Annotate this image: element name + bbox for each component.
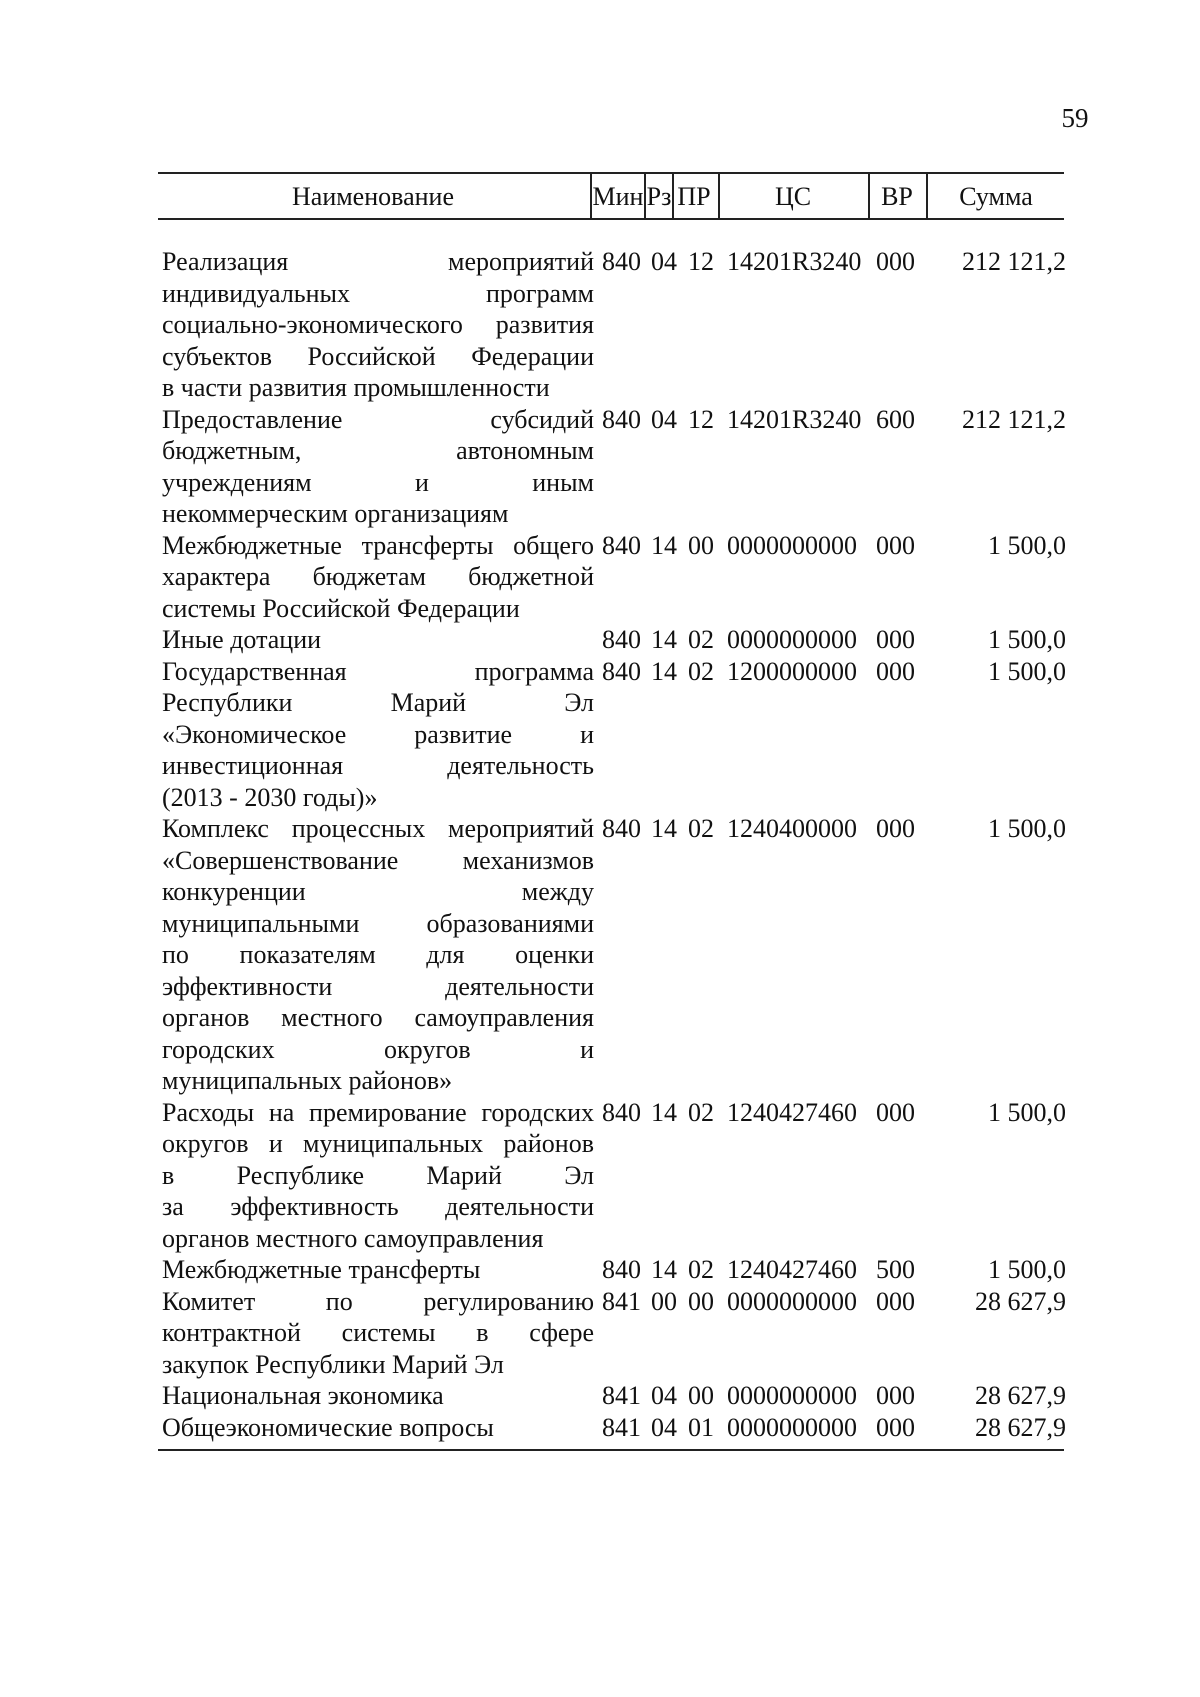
row-name-line: Иные дотации (162, 625, 322, 654)
row-name (162, 404, 594, 530)
row-min: 841 (602, 1381, 641, 1410)
row-name-line: конкуренции между (162, 877, 594, 906)
header-vr: ВР (881, 182, 913, 211)
row-vr: 000 (876, 625, 915, 654)
row-name-line: некоммерческим организациям (162, 499, 509, 528)
row-sum: 212 121,2 (962, 247, 1066, 276)
row-pr: 02 (688, 1097, 714, 1127)
header-rz: Рз (646, 182, 672, 211)
row-name-line: системы Российской Федерации (162, 593, 520, 623)
row-name-line: органов местного самоуправления (162, 1223, 544, 1253)
table-header (158, 172, 1064, 220)
row-name-line: Межбюджетные трансферты общего (162, 530, 594, 560)
row-min: 840 (602, 625, 641, 654)
row-vr: 000 (876, 1412, 915, 1442)
row-name-line: инвестиционная деятельность (162, 751, 594, 780)
row-name-line: органов местного самоуправления (162, 1003, 594, 1032)
row-rz: 04 (651, 1412, 677, 1442)
row-sum: 1 500,0 (988, 530, 1066, 560)
row-vr: 000 (876, 1097, 915, 1127)
row-vr: 000 (876, 1286, 915, 1316)
row-pr: 02 (688, 814, 714, 843)
row-cs: 14201R3240 (727, 404, 862, 434)
row-min: 840 (602, 530, 641, 560)
row-name-line: контрактной системы в сфере (162, 1318, 594, 1347)
row-rz: 14 (651, 1097, 677, 1127)
row-vr: 000 (876, 247, 915, 276)
row-name-line: Национальная экономика (162, 1381, 444, 1410)
row-cs: 0000000000 (727, 1412, 857, 1442)
row-pr: 00 (688, 530, 714, 560)
row-cs: 0000000000 (727, 1381, 857, 1410)
row-name (162, 1286, 594, 1381)
row-name (162, 1380, 594, 1412)
row-sum: 28 627,9 (975, 1286, 1066, 1316)
row-name (162, 624, 594, 656)
row-min: 840 (602, 656, 641, 686)
page-number: 59 (1061, 103, 1089, 133)
row-vr: 000 (876, 656, 915, 686)
row-rz: 04 (651, 404, 677, 434)
row-rz: 14 (651, 814, 677, 843)
row-name-line: в Республике Марий Эл (162, 1160, 594, 1190)
row-cs: 1240427460 (727, 1255, 857, 1284)
row-name (162, 1412, 594, 1444)
row-name-line: Комплекс процессных мероприятий (162, 814, 594, 843)
row-cs: 14201R3240 (727, 247, 862, 276)
row-name (162, 813, 594, 1097)
table-row (0, 1380, 1200, 1412)
row-min: 840 (602, 814, 641, 843)
row-name-line: эффективности деятельности (162, 971, 594, 1001)
row-name-line: бюджетным, автономным (162, 436, 594, 465)
table-row (0, 656, 1200, 814)
row-name-line: Общеэкономические вопросы (162, 1412, 494, 1442)
row-cs: 0000000000 (727, 1286, 857, 1316)
table-bottom-rule (158, 1449, 1064, 1451)
row-vr: 000 (876, 1381, 915, 1410)
row-min: 840 (602, 247, 641, 276)
row-vr: 500 (876, 1255, 915, 1284)
row-rz: 14 (651, 656, 677, 686)
row-rz: 14 (651, 1255, 677, 1284)
row-name-line: муниципальными образованиями (162, 908, 594, 938)
header-sum: Сумма (959, 182, 1033, 211)
row-name (162, 1097, 594, 1255)
row-name-line: Расходы на премирование городских (162, 1097, 594, 1127)
row-rz: 04 (651, 247, 677, 276)
row-sum: 1 500,0 (988, 656, 1066, 686)
row-cs: 1240427460 (727, 1097, 857, 1127)
row-name-line: социально-экономического развития (162, 310, 594, 339)
row-name-line: городских округов и (162, 1034, 594, 1064)
row-name-line: (2013 - 2030 годы)» (162, 782, 378, 812)
row-name-line: «Экономическое развитие и (162, 719, 594, 749)
row-pr: 02 (688, 1255, 714, 1284)
row-name-line: характера бюджетам бюджетной (162, 562, 594, 591)
row-sum: 1 500,0 (988, 814, 1066, 843)
table-row (0, 404, 1200, 530)
row-name-line: закупок Республики Марий Эл (162, 1349, 504, 1379)
row-sum: 212 121,2 (962, 404, 1066, 434)
row-min: 840 (602, 1255, 641, 1284)
row-name-line: муниципальных районов» (162, 1066, 453, 1095)
table-row (0, 530, 1200, 625)
table-row (0, 1286, 1200, 1381)
row-cs: 1200000000 (727, 656, 857, 686)
table-body (0, 246, 1200, 1443)
row-sum: 1 500,0 (988, 625, 1066, 654)
row-rz: 14 (651, 625, 677, 654)
row-name-line: за эффективность деятельности (162, 1192, 594, 1221)
row-pr: 00 (688, 1381, 714, 1410)
header-pr: ПР (677, 182, 711, 211)
row-rz: 14 (651, 530, 677, 560)
row-cs: 1240400000 (727, 814, 857, 843)
row-name-line: Республики Марий Эл (162, 688, 594, 717)
row-rz: 04 (651, 1381, 677, 1410)
table-row (0, 1254, 1200, 1286)
row-sum: 28 627,9 (975, 1412, 1066, 1442)
row-vr: 600 (876, 404, 915, 434)
row-sum: 1 500,0 (988, 1097, 1066, 1127)
row-cs: 0000000000 (727, 625, 857, 654)
header-cs: ЦС (774, 182, 812, 211)
row-name-line: субъектов Российской Федерации (162, 341, 594, 371)
table-row (0, 813, 1200, 1097)
row-pr: 00 (688, 1286, 714, 1316)
row-name-line: «Совершенствование механизмов (162, 845, 594, 875)
header-min: Мин (592, 182, 644, 211)
row-min: 840 (602, 404, 641, 434)
row-sum: 1 500,0 (988, 1255, 1066, 1284)
table-row (0, 246, 1200, 404)
row-vr: 000 (876, 814, 915, 843)
row-name-line: Межбюджетные трансферты (162, 1255, 481, 1284)
table-row (0, 624, 1200, 656)
row-name-line: Предоставление субсидий (162, 404, 594, 434)
row-name-line: по показателям для оценки (162, 940, 594, 969)
row-name (162, 530, 594, 625)
row-min: 841 (602, 1286, 641, 1316)
table-row (0, 1097, 1200, 1255)
row-rz: 00 (651, 1286, 677, 1316)
row-sum: 28 627,9 (975, 1381, 1066, 1410)
row-pr: 02 (688, 656, 714, 686)
row-name-line: Реализация мероприятий (162, 247, 594, 276)
row-name (162, 1254, 594, 1286)
row-name-line: Комитет по регулированию (162, 1286, 594, 1316)
row-name-line: в части развития промышленности (162, 373, 550, 402)
row-cs: 0000000000 (727, 530, 857, 560)
row-name-line: учреждениям и иным (162, 467, 594, 497)
row-pr: 12 (688, 247, 714, 276)
row-name (162, 656, 594, 814)
row-min: 841 (602, 1412, 641, 1442)
row-pr: 01 (688, 1412, 714, 1442)
header-name: Наименование (292, 182, 454, 211)
row-name-line: округов и муниципальных районов (162, 1129, 594, 1158)
row-name-line: индивидуальных программ (162, 278, 594, 308)
table-row (0, 1412, 1200, 1444)
row-vr: 000 (876, 530, 915, 560)
row-pr: 02 (688, 625, 714, 654)
row-name-line: Государственная программа (162, 656, 594, 686)
row-min: 840 (602, 1097, 641, 1127)
row-pr: 12 (688, 404, 714, 434)
row-name (162, 246, 594, 404)
